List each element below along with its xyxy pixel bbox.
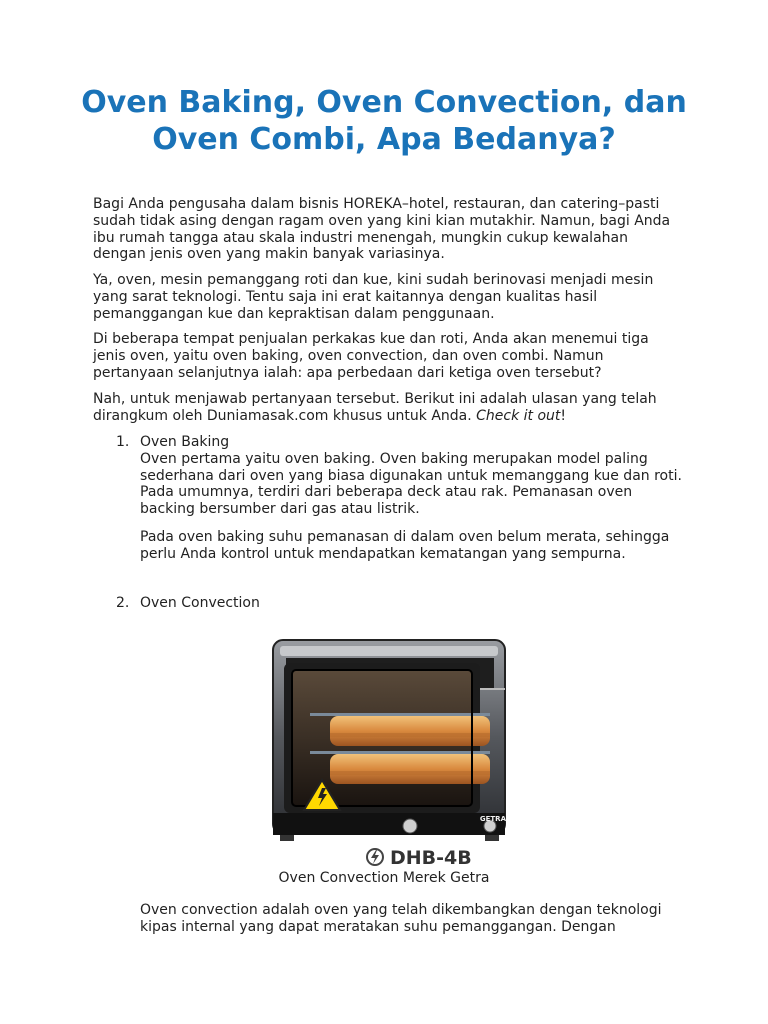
figure-caption: Oven Convection Merek Getra — [278, 870, 490, 886]
paragraph-review-text: Nah, untuk menjawab pertanyaan tersebut. Berikut ini adalah ulasan yang telah dirangkum oleh Duniamasak.com khusus untuk Anda. — [93, 391, 657, 424]
model-label: DHB-4B — [390, 847, 472, 869]
list-item-title: Oven Convection — [140, 595, 260, 611]
oven-convection-illustration — [270, 638, 510, 870]
check-it-out-text: Check it out — [476, 407, 561, 424]
paragraph-three-ovens: Di beberapa tempat penjualan perkakas kue dan roti, Anda akan menemui tiga jenis oven, yaitu oven baking, oven convection, dan oven combi. Namun pertanyaan selanjutnya ialah: apa perbedaan dari ketiga oven tersebut? — [93, 331, 649, 381]
list-item-oven-baking — [140, 434, 685, 518]
paragraph-intro: Bagi Anda pengusaha dalam bisnis HOREKA–hotel, restauran, dan catering–pasti sudah tidak asing dengan ragam oven yang kini kian mutakhir. Namun, bagi Anda ibu rumah tangga atau skala industri menengah, mungkin cukup kewalahan dengan jenis oven yang makin banyak variasinya. — [93, 196, 671, 263]
list-item-oven-baking-note: Pada oven baking suhu pemanasan di dalam oven belum merata, sehingga perlu Anda kontrol untuk mendapatkan kematangan yang sempurna. — [140, 529, 670, 562]
list-item-body: Oven pertama yaitu oven baking. Oven baking merupakan model paling sederhana dari oven yang biasa digunakan untuk memanggang kue dan roti. Pada umumnya, terdiri dari beberapa deck atau rak. Pemanasan oven backing bersumber dari gas atau listrik. — [140, 450, 682, 518]
article-title: Oven Baking, Oven Convection, dan Oven Combi, Apa Bedanya? — [81, 85, 687, 157]
paragraph-review-intro — [93, 391, 683, 425]
paragraph-technology: Ya, oven, mesin pemanggang roti dan kue, kini sudah berinovasi menjadi mesin yang sarat teknologi. Tentu saja ini erat kaitannya dengan kualitas hasil pemanggangan kue dan kepraktisan dalam penggunaan. — [93, 272, 654, 322]
list-number-1: 1. — [116, 434, 130, 450]
oven-image — [270, 638, 510, 870]
list-number-2: 2. — [116, 595, 130, 611]
paragraph-review-end: ! — [560, 407, 567, 424]
list-item-title: Oven Baking — [140, 434, 230, 450]
paragraph-convection-description: Oven convection adalah oven yang telah dikembangkan dengan teknologi kipas internal yang dapat meratakan suhu pemanggangan. Dengan — [140, 902, 662, 935]
oven-brand-label: GETRA — [479, 815, 506, 823]
